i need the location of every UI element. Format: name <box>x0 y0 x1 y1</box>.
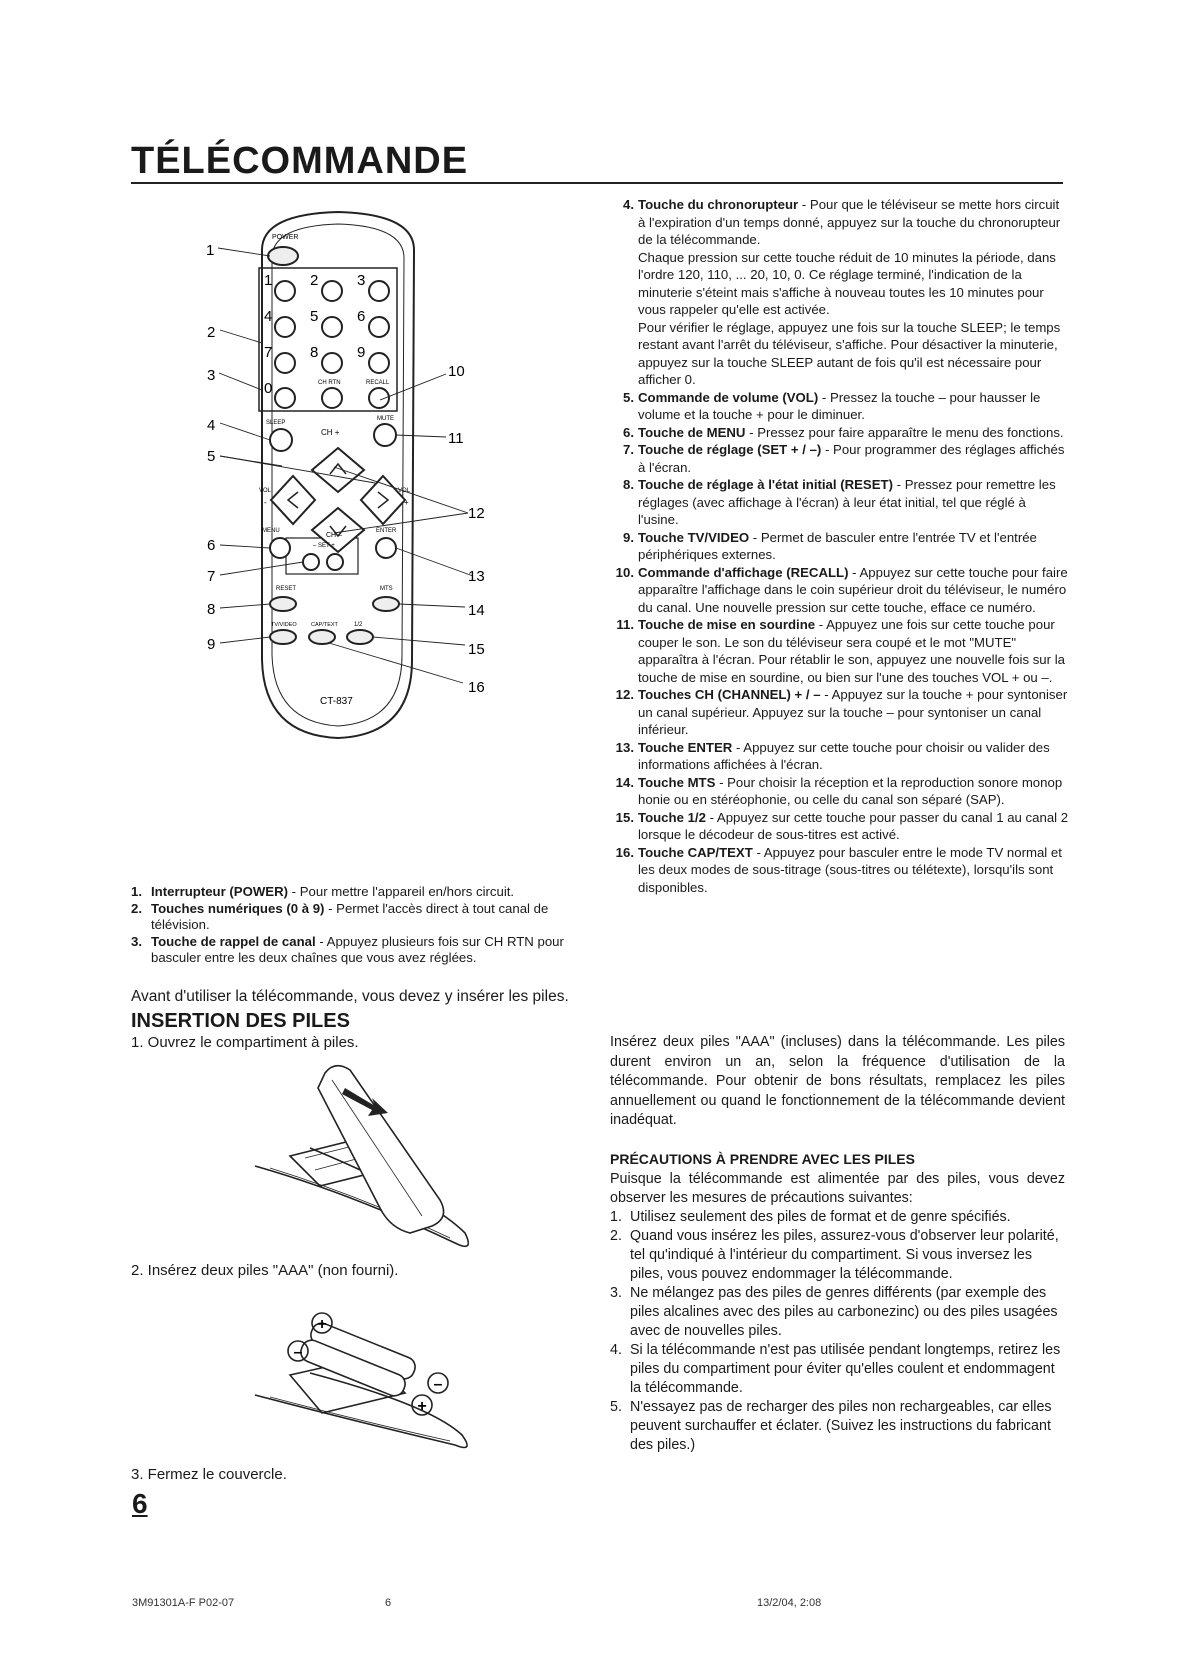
item-text: - Appuyez sur cette touche pour choisir ou valider des informations affichées à l'écran. <box>638 739 1050 772</box>
item-label: Touche TV/VIDEO <box>638 529 750 545</box>
precaution-item <box>610 1284 1065 1341</box>
right-item <box>610 196 1070 389</box>
half-label: 1/2 <box>354 622 363 628</box>
item-label: Commande de volume (VOL) <box>638 389 819 405</box>
item-label: Touche ENTER <box>638 739 733 755</box>
item-text: - Appuyez pour basculer entre le mode TV normal et les deux modes de sous-titrage (sous-titres ou télétexte), lorsqu'ils sont disponibles. <box>638 844 1062 895</box>
menu-label: MENU <box>262 528 280 534</box>
right-item <box>610 616 1070 686</box>
item-label: Interrupteur (POWER) <box>151 884 289 899</box>
battery-insertion-figure <box>250 1285 480 1455</box>
page-title: TÉLÉCOMMANDE <box>131 140 469 182</box>
precaution-item <box>610 1227 1065 1284</box>
item-number: 10. <box>615 564 634 580</box>
digit-label-2: 2 <box>310 272 319 289</box>
right-item <box>610 476 1070 529</box>
callout-3: 3 <box>207 367 216 384</box>
battery-cover-lid <box>318 1066 444 1233</box>
digit-label-3: 3 <box>357 272 366 289</box>
right-item <box>610 564 1070 617</box>
item-extra-text: Pour vérifier le réglage, appuyez une fois sur la touche SLEEP; le temps restant avant l'arrêt du téléviseur, s'affiche. Pour désactiver la minuterie, appuyez sur la touche SLEEP autant de fois qu'il est nécessaire pour afficher 0. <box>638 319 1061 387</box>
mute-label: MUTE <box>377 416 394 422</box>
remote-function-list-left <box>131 884 581 967</box>
callout-2: 2 <box>207 324 216 341</box>
callout-1: 1 <box>206 242 215 259</box>
digit-button-8 <box>322 353 342 373</box>
item-number: 14. <box>615 774 634 790</box>
digit-label-1: 1 <box>264 272 273 289</box>
right-item <box>610 389 1070 424</box>
sleep-button <box>270 429 292 451</box>
insertion-step-1: 1. Ouvrez le compartiment à piles. <box>131 1034 359 1051</box>
precaution-text: N'essayez pas de recharger des piles non rechargeables, car elles peuvent surchauffer et éclater. (Suivez les instructions du fabricant des piles.) <box>630 1399 1052 1453</box>
precaution-number: 1. <box>610 1209 622 1225</box>
right-item <box>610 844 1070 897</box>
item-number: 15. <box>615 809 634 825</box>
item-label: Touche de réglage (SET + / –) <box>638 442 822 457</box>
item-number: 9. <box>623 529 634 545</box>
digit-label-8: 8 <box>310 344 319 361</box>
leader-line-16 <box>329 643 463 683</box>
item-label: Commande d'affichage (RECALL) <box>638 564 849 580</box>
insertion-step-2: 2. Insérez deux piles "AAA" (non fourni). <box>131 1262 399 1279</box>
ch-rtn-button <box>322 388 342 408</box>
item-label: Touche de mise en sourdine <box>638 617 816 632</box>
digit-button-1 <box>275 281 295 301</box>
minus-sign-left: – <box>293 1344 303 1361</box>
footer-date: 13/2/04, 2:08 <box>757 1597 822 1609</box>
callout-10: 10 <box>448 363 465 380</box>
mts-button <box>373 597 399 611</box>
leader-line-2 <box>220 330 262 343</box>
digit-button-6 <box>369 317 389 337</box>
precaution-number: 4. <box>610 1342 622 1358</box>
insertion-step-3: 3. Fermez le couvercle. <box>131 1466 287 1483</box>
item-label: Touche de rappel de canal <box>151 933 316 949</box>
item-text: - Pour programmer des réglages affichés à l'écran. <box>638 442 1065 475</box>
item-label: Touche de MENU <box>638 424 746 440</box>
right-item <box>610 441 1070 476</box>
precaution-number: 3. <box>610 1285 622 1301</box>
item-number: 11. <box>616 617 634 632</box>
right-item <box>610 739 1070 774</box>
item-label: Touche CAP/TEXT <box>638 844 753 860</box>
digit-button-0 <box>275 388 295 408</box>
reset-button <box>270 597 296 611</box>
callout-8: 8 <box>207 601 216 618</box>
precautions-intro: Puisque la télécommande est alimentée par des piles, vous devez observer les mesures de précautions suivantes: <box>610 1171 1065 1206</box>
enter-label: ENTER <box>376 528 397 534</box>
item-number: 3. <box>131 933 142 949</box>
digit-button-3 <box>369 281 389 301</box>
right-item <box>610 424 1070 442</box>
vol-minus-label: - <box>264 498 267 507</box>
callout-5: 5 <box>207 448 216 465</box>
model-label: CT-837 <box>320 696 353 707</box>
half-button <box>347 630 373 644</box>
left-item <box>131 934 581 967</box>
vol-left-arrow-button <box>271 476 315 524</box>
leader-line-3 <box>219 373 262 390</box>
insertion-heading: INSERTION DES PILES <box>131 1010 350 1032</box>
callout-9: 9 <box>207 636 216 653</box>
item-number: 13. <box>615 739 634 755</box>
digit-button-9 <box>369 353 389 373</box>
precaution-number: 5. <box>610 1399 622 1415</box>
mute-button <box>374 424 396 446</box>
right-item <box>610 774 1070 809</box>
plus-sign-right: + <box>417 1398 427 1415</box>
enter-button <box>376 538 396 558</box>
recall-label: RECALL <box>366 380 390 386</box>
callout-4: 4 <box>207 417 216 434</box>
item-text: - Appuyez sur cette touche pour faire apparaître l'affichage dans le coin supérieur droit du téléviseur, le numéro du canal. Une nouvelle pression sur cette touche, efface ce numéro. <box>638 564 1068 615</box>
footer-code: 3M91301A-F P02-07 <box>132 1597 235 1609</box>
item-extra-text: Chaque pression sur cette touche réduit de 10 minutes la période, dans l'ordre 120, 110, ... 20, 10, 0. Ce réglage terminé, l'indication de la minuterie s'éteint mais s'affiche à nouveau toutes les 10 minutes pour vous rappeler qu'elle est activée. <box>638 249 1056 317</box>
battery-info-paragraph: Insérez deux piles "AAA" (incluses) dans la télécommande. Les piles durent environ un an, selon la fréquence d'utilisation de la télécommande. Pour obtenir de bons résultats, remplacez les piles annuellement ou quand le fonctionnement de la télécommande devient inadéquat. <box>610 1034 1065 1128</box>
leader-line-14 <box>399 604 465 607</box>
digit-label-7: 7 <box>264 344 273 361</box>
callout-15: 15 <box>468 641 485 658</box>
item-text: - Pressez pour faire apparaître le menu des fonctions. <box>745 424 1064 440</box>
item-label: Touche du chronorupteur <box>638 197 799 212</box>
set-label: – SET + <box>313 543 335 549</box>
callout-14: 14 <box>468 602 485 619</box>
digit-label-4: 4 <box>264 308 273 325</box>
callout-11: 11 <box>448 430 464 447</box>
item-text: - Pour que le téléviseur se mette hors circuit à l'expiration d'un temps donné, appuyez sur la touche du chronorupteur de la télécommande. <box>638 197 1061 247</box>
digit-button-2 <box>322 281 342 301</box>
leader-line-15 <box>373 637 465 645</box>
precaution-item <box>610 1341 1065 1398</box>
before-use-note: Avant d'utiliser la télécommande, vous devez y insérer les piles. <box>131 988 569 1005</box>
left-item <box>131 884 581 901</box>
digit-label-5: 5 <box>310 308 319 325</box>
tv-video-button <box>270 630 296 644</box>
item-text: - Pour mettre l'appareil en/hors circuit. <box>288 884 515 899</box>
sleep-label: SLEEP <box>266 420 286 426</box>
precaution-text: Quand vous insérez les piles, assurez-vous d'observer leur polarité, tel qu'indiqué à l'intérieur du compartiment. Si vous inversez les piles, vous pouvez endommager la télécommande. <box>630 1228 1059 1282</box>
power-button <box>268 247 298 265</box>
digit-button-5 <box>322 317 342 337</box>
precaution-text: Si la télécommande n'est pas utilisée pendant longtemps, retirez les piles du compartiment pour éviter qu'elles coulent et endommagent la télécommande. <box>630 1342 1061 1396</box>
vol-right-label: VOL <box>398 488 411 494</box>
item-label: Touches CH (CHANNEL) + / – <box>638 687 821 702</box>
precautions-list <box>610 1208 1065 1455</box>
cap-text-label: CAP/TEXT <box>311 622 338 628</box>
item-label: Touches numériques (0 à 9) <box>151 900 325 916</box>
menu-button <box>270 538 290 558</box>
digit-label-0: 0 <box>264 380 273 397</box>
callout-6: 6 <box>207 537 216 554</box>
set-plus-button <box>327 554 343 570</box>
item-number: 6. <box>623 424 634 440</box>
cap-text-button <box>309 630 335 644</box>
reset-label: RESET <box>276 586 297 592</box>
item-text: - Appuyez une fois sur cette touche pour couper le son. Le son du téléviseur sera coupé et le mot "MUTE" apparaîtra à l'écran. Pour rétablir le son, appuyez une nouvelle fois sur la touche de mise en sourdine, ou bien sur l'une des touches VOL + ou –. <box>638 617 1065 685</box>
digit-button-4 <box>275 317 295 337</box>
callout-16: 16 <box>468 679 485 696</box>
precaution-text: Ne mélangez pas des piles de genres différents (par exemple des piles alcalines avec des piles au carbonezinc) ou des piles usagées avec de nouvelles piles. <box>630 1285 1058 1339</box>
item-text: - Permet l'accès direct à tout canal de télévision. <box>151 900 549 932</box>
digit-button-7 <box>275 353 295 373</box>
precaution-text: Utilisez seulement des piles de format et de genre spécifiés. <box>630 1209 1011 1225</box>
remote-diagram <box>205 210 505 750</box>
item-number: 4. <box>623 197 634 212</box>
minus-sign-right: – <box>433 1376 443 1393</box>
remote-function-list <box>610 196 1070 896</box>
title-rule <box>131 182 1063 184</box>
ch-plus-label: CH + <box>321 428 340 437</box>
item-number: 1. <box>131 884 142 899</box>
set-minus-button <box>303 554 319 570</box>
item-text: - Pressez pour remettre les réglages (avec affichage à l'écran) à leur état initial, tel que réglé à l'usine. <box>638 477 1056 527</box>
battery-cover-open-figure <box>250 1058 480 1253</box>
precaution-item <box>610 1398 1065 1455</box>
leader-line-13 <box>396 548 473 576</box>
item-number: 2. <box>131 900 142 916</box>
mts-label: MTS <box>380 586 393 592</box>
item-number: 16. <box>615 844 634 860</box>
tv-video-label: TV/VIDEO <box>271 622 297 628</box>
item-number: 8. <box>623 477 634 492</box>
item-text: - Pressez la touche – pour hausser le volume et la touche + pour le diminuer. <box>638 389 1041 422</box>
right-item <box>610 529 1070 564</box>
ch-minus-label: CH – <box>326 532 342 539</box>
leader-line-12a <box>334 467 468 513</box>
precaution-item <box>610 1208 1065 1227</box>
callout-13: 13 <box>468 568 485 585</box>
item-label: Touche 1/2 <box>638 809 706 825</box>
item-number: 5. <box>623 389 634 405</box>
item-text: - Appuyez sur cette touche pour passer du canal 1 au canal 2 lorsque le décodeur de sous-titres est activé. <box>638 809 1069 842</box>
precaution-number: 2. <box>610 1228 622 1244</box>
item-label: Touche de réglage à l'état initial (RESET) <box>638 477 893 492</box>
item-text: - Pour choisir la réception et la reproduction sonore monop honie ou en stéréophonie, ou celle du canal son séparé (SAP). <box>638 774 1063 807</box>
precautions-heading: PRÉCAUTIONS À PRENDRE AVEC LES PILES <box>610 1151 915 1167</box>
plus-sign-top: + <box>317 1316 327 1333</box>
item-label: Touche MTS <box>638 774 716 790</box>
ch-rtn-label: CH RTN <box>318 380 341 386</box>
ch-up-arrow-button <box>312 448 364 492</box>
left-item <box>131 901 581 934</box>
callout-7: 7 <box>207 568 216 585</box>
digit-label-6: 6 <box>357 308 366 325</box>
vol-left-label: VOL <box>259 488 272 494</box>
item-text: - Permet de basculer entre l'entrée TV et l'entrée périphériques externes. <box>638 529 1037 562</box>
callout-12: 12 <box>468 505 485 522</box>
footer-page: 6 <box>385 1597 392 1609</box>
digit-label-9: 9 <box>357 344 366 361</box>
right-item <box>610 809 1070 844</box>
right-item <box>610 686 1070 739</box>
vol-plus-label: + <box>404 498 409 507</box>
item-number: 12. <box>615 687 634 702</box>
vol-right-arrow-button <box>361 476 405 524</box>
item-number: 7. <box>623 442 634 457</box>
item-text: - Appuyez sur la touche + pour syntoniser un canal supérieur. Appuyez sur la touche – pour syntoniser un canal inférieur. <box>638 687 1068 737</box>
item-text: - Appuyez plusieurs fois sur CH RTN pour basculer entre les deux chaînes que vous avez réglées. <box>151 933 564 965</box>
power-label: POWER <box>272 234 299 241</box>
page-number: 6 <box>132 1488 148 1519</box>
